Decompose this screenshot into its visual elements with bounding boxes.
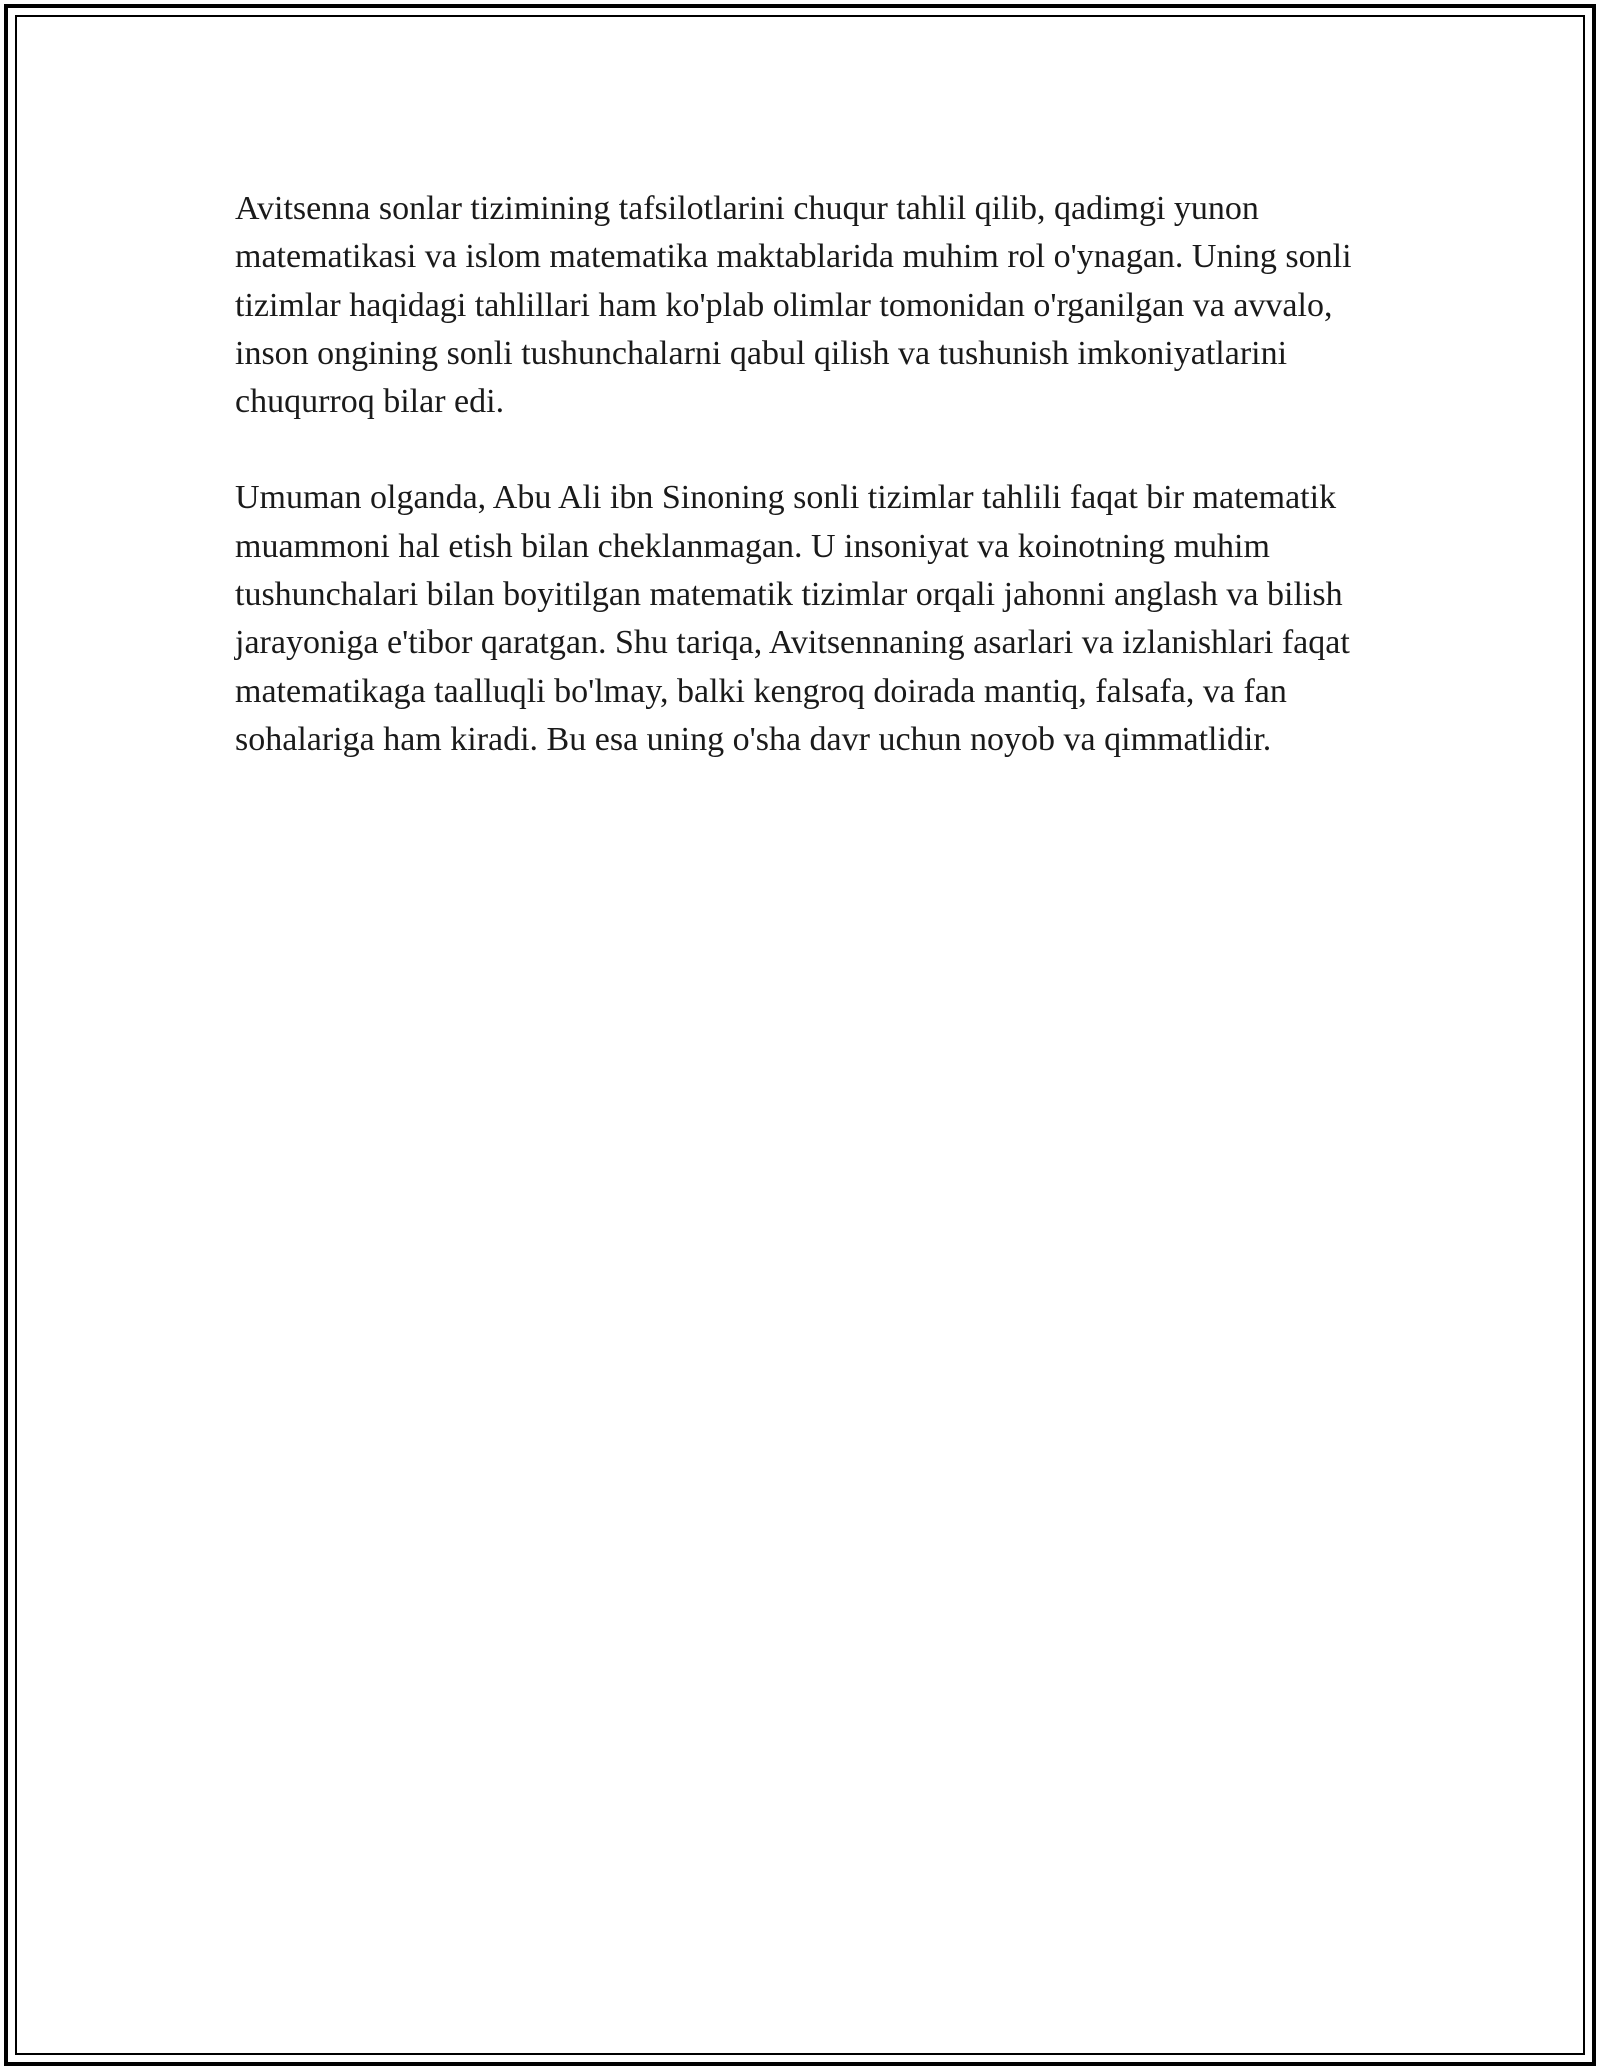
paragraph-1: Avitsenna sonlar tizimining tafsilotlarini chuqur tahlil qilib, qadimgi yunon matematikasi va islom matematika maktablarida muhim rol o'ynagan. Uning sonli tizimlar haqidagi tahlillari ham ko'plab olimlar tomonidan o'rganilgan va avvalo, inson ongining sonli tushunchalarni qabul qilish va tushunish imkoniyatlarini chuqurroq bilar edi.	[235, 190, 1352, 421]
paragraph-2: Umuman olganda, Abu Ali ibn Sinoning sonli tizimlar tahlili faqat bir matematik muammoni hal etish bilan cheklanmagan. U insoniyat va koinotning muhim tushunchalari bilan boyitilgan matematik tizimlar orqali jahonni anglash va bilish jarayoniga e'tibor qaratgan. Shu tariqa, Avitsennaning asarlari va izlanishlari faqat matematikaga taalluqli bo'lmay, balki kengroq doirada mantiq, falsafa, va fan sohalariga ham kiradi. Bu esa uning o'sha davr uchun noyob va qimmatlidir.	[235, 479, 1350, 758]
document-body	[235, 185, 1365, 812]
